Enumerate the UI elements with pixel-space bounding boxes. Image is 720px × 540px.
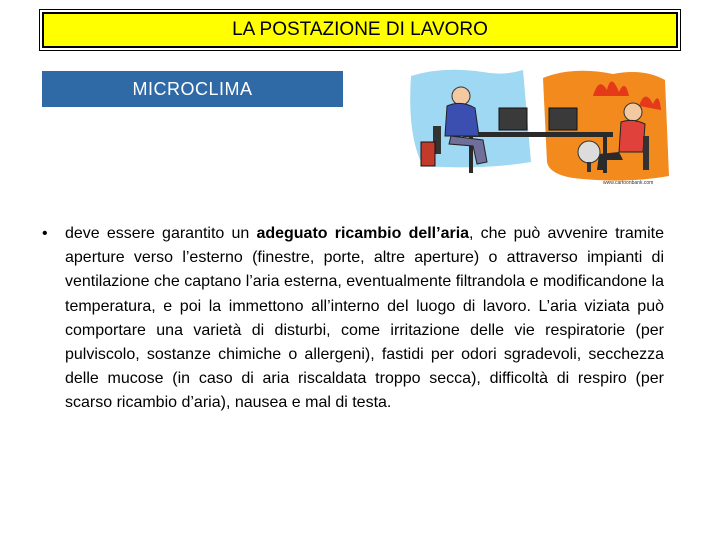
bullet-icon: • <box>42 225 48 242</box>
worker-coat <box>445 103 479 136</box>
chair-icon <box>643 136 649 170</box>
microclimate-illustration <box>403 66 671 190</box>
worker-head <box>624 103 642 121</box>
heater-icon <box>421 142 435 166</box>
section-label-box <box>42 71 343 107</box>
desk-top <box>463 132 613 137</box>
text-segment: , che può avvenire tramite aperture verso l’esterno (finestre, porte, altre aperture) o attraverso impianti di ventilazione che captano l’aria esterna, eventualmente filtrandola e modificandone la temperatura, e poi la immettono all’interno del luogo di lavoro. L’aria viziata può comportare una varietà di disturbi, come irritazione delle vie respiratorie (per pulviscolo, sostanze chimiche o allergeni), fastidi per odori sgradevoli, secchezza delle mucose (in caso di aria riscaldata troppo secca), difficoltà di respiro (per scarso ricambio d’aria), nausea e mal di testa. <box>65 225 665 412</box>
section-label: MICROCLIMA <box>132 78 253 99</box>
worker-head <box>452 87 470 105</box>
monitor-icon <box>499 108 527 130</box>
fan-icon <box>578 141 600 163</box>
bullet-item <box>42 222 664 416</box>
page-title: LA POSTAZIONE DI LAVORO <box>232 19 488 40</box>
text-segment-bold: adeguato ricambio dell’aria <box>256 225 470 242</box>
worker-shirt <box>619 120 645 152</box>
illustration-watermark: www.cartoonbank.com <box>603 180 654 186</box>
fan-stand <box>587 162 591 172</box>
monitor-icon <box>549 108 577 130</box>
text-segment: deve essere garantito un <box>65 225 257 242</box>
page-title-box <box>42 12 678 48</box>
bullet-text <box>65 222 664 416</box>
